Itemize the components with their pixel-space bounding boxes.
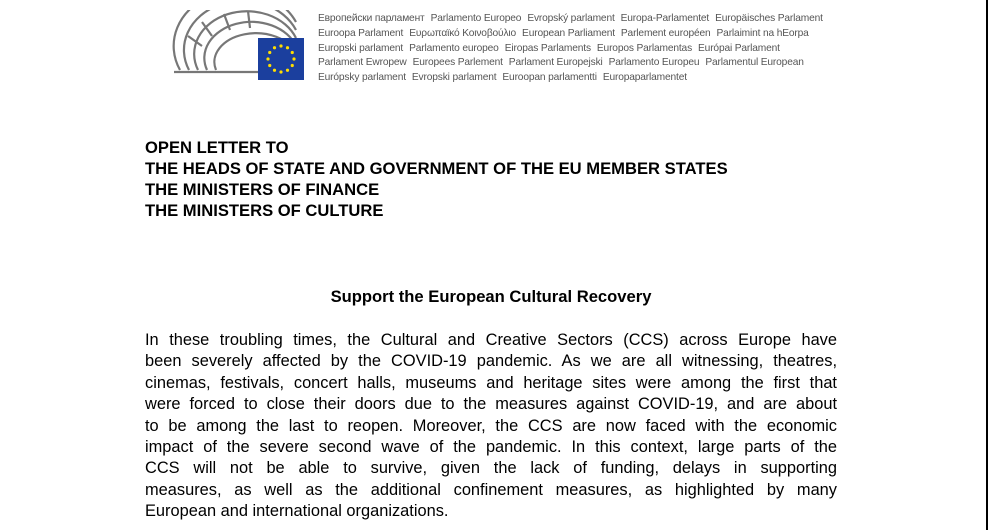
eu-star [273,46,276,49]
parliament-name: Europos Parlamentas [596,42,693,54]
body-line: CCS will not be able to survive, given the lack of funding, delays in supporting [145,459,837,478]
addressee-line: THE MINISTERS OF FINANCE [145,180,380,199]
european-parliament-logo [172,10,306,82]
eu-star [279,44,282,47]
eu-star [266,57,269,60]
body-line: were forced to close their doors due to the measures against COVID-19, and are about [145,395,837,414]
parliament-name: Europski parlament [318,42,404,54]
eu-star [273,69,276,72]
parliament-name: Evropský parlament [527,13,615,24]
parliament-names-line [318,71,838,86]
eu-star [286,46,289,49]
addressee-line: THE MINISTERS OF CULTURE [145,201,384,220]
parliament-name: Eiropas Parlaments [504,42,591,54]
parliament-names-line [318,56,838,71]
eu-star [291,51,294,54]
parliament-name: Europees Parlement [412,57,503,69]
parliament-names-line [318,27,838,42]
eu-star [291,64,294,67]
parliament-name: Parlamento europeo [409,42,499,54]
parliament-name: Европейски парламент [318,13,425,24]
body-line: European and international organizations. [145,502,449,521]
eu-star [292,57,295,60]
parliament-names-block [318,12,838,86]
body-line: cinemas, festivals, concert halls, museums and heritage sites were among the first that [145,373,837,392]
parliament-name: Europäisches Parlament [715,13,823,24]
parliament-names-line [318,12,838,27]
parliament-name: Európai Parlament [698,42,780,54]
parliament-name: European Parliament [522,27,615,39]
parliament-name: Parlaimint na hEorpa [716,27,809,39]
body-line: been severely affected by the COVID-19 pandemic. As we are all witnessing, theatres, [145,352,837,371]
letter-subject: Support the European Cultural Recovery [330,287,652,306]
parliament-name: Parlament Ewropew [318,57,407,69]
body-line: In these troubling times, the Cultural and Creative Sectors (CCS) across Europe have [145,331,837,349]
parliament-name: Euroopan parlamentti [502,72,597,84]
eu-flag [258,38,304,80]
parliament-name: Evropski parlament [411,72,497,84]
parliament-name: Parlament Europejski [508,57,603,69]
letter-addressees [145,137,728,221]
parliament-name: Europaparlamentet [602,72,687,84]
eu-star [268,51,271,54]
parliament-name: Parlamentul European [705,57,804,69]
parliament-name: Parlamento Europeu [608,57,700,69]
parliament-name: Euroopa Parlament [318,27,404,39]
eu-star [286,69,289,72]
parliament-name: Európsky parlament [318,72,406,84]
parliament-name: Ευρωπαϊκό Κοινοβούλιο [409,27,517,39]
eu-star [279,70,282,73]
parliament-name: Parlamento Europeo [430,13,522,24]
parliament-name: Parlement européen [620,27,711,39]
addressee-line: THE HEADS OF STATE AND GOVERNMENT OF THE EU MEMBER STATES [145,159,728,178]
body-line: to be among the last to reopen. Moreover, the CCS are now faced with the economic [145,416,837,435]
body-line: measures, as well as the additional confinement measures, as highlighted by many [145,480,837,499]
addressee-line: OPEN LETTER TO [145,138,289,157]
letter-body-paragraph [145,330,837,523]
eu-star [268,64,271,67]
body-line: impact of the severe second wave of the pandemic. In this context, large parts of the [145,438,837,457]
parliament-names-line [318,42,838,57]
parliament-name: Europa-Parlamentet [620,13,710,24]
